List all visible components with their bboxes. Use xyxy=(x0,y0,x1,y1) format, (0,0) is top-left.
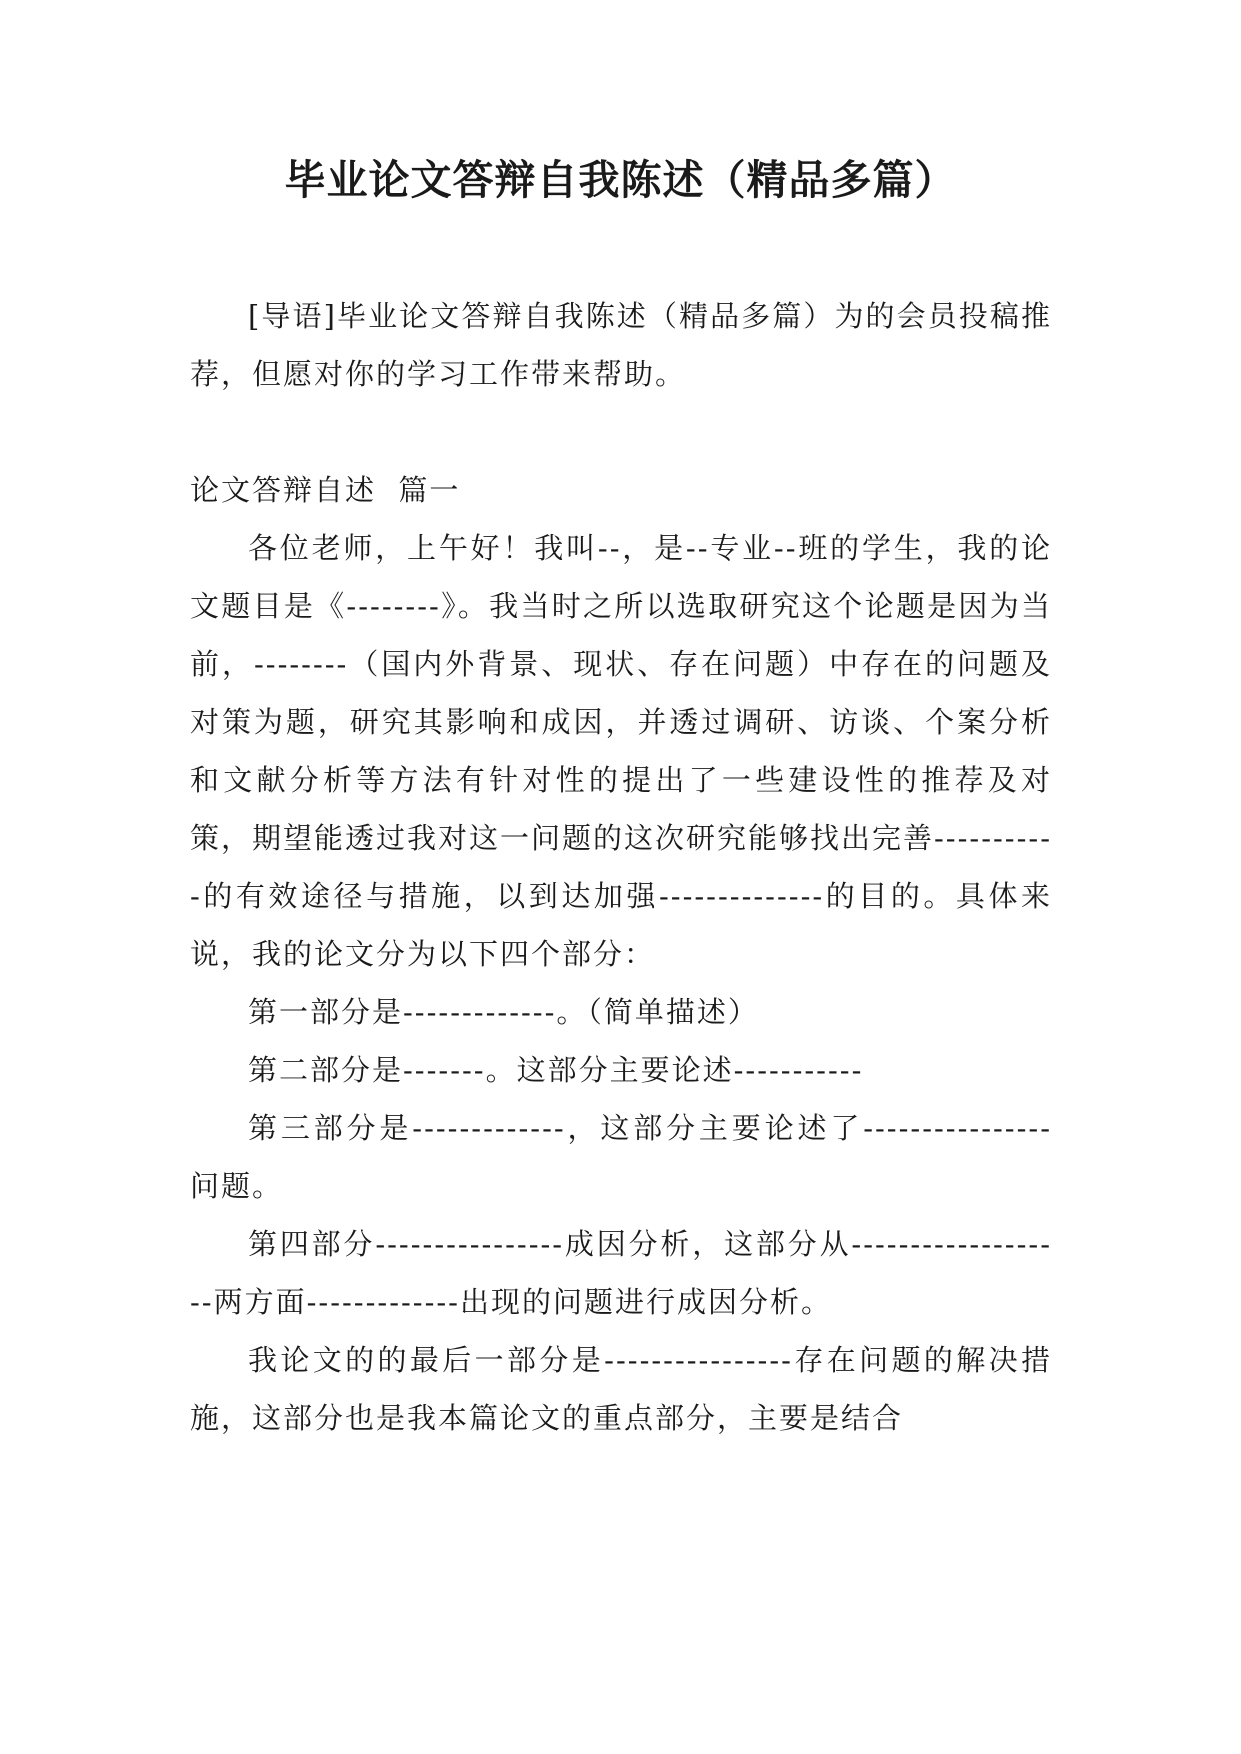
body-paragraph: 第二部分是-------。这部分主要论述----------- xyxy=(248,1053,864,1087)
document-title: 毕业论文答辩自我陈述（精品多篇） xyxy=(284,156,957,204)
body-paragraph: 我论文的的最后一部分是----------------存在问题的解决措施，这部分也是我本篇论文的重点部分，主要是结合 xyxy=(190,1343,1052,1435)
body-paragraph: 第四部分----------------成因分析，这部分从-------------------两方面-------------出现的问题进行成因分析。 xyxy=(190,1227,1052,1319)
document-body xyxy=(190,287,1052,1447)
intro-paragraph: [导语]毕业论文答辩自我陈述（精品多篇）为的会员投稿推荐，但愿对你的学习工作带来帮助。 xyxy=(190,299,1052,391)
body-paragraph: 各位老师，上午好！我叫--，是--专业--班的学生，我的论文题目是《--------》。我当时之所以选取研究这个论题是因为当前，--------（国内外背景、现状、存在问题）中存在的问题及对策为题，研究其影响和成因，并透过调研、访谈、个案分析和文献分析等方法有针对性的提出了一些建设性的推荐及对策，期望能透过我对这一问题的这次研究能够找出完善-----------的有效途径与措施，以到达加强--------------的目的。具体来说，我的论文分为以下四个部分： xyxy=(190,531,1052,971)
section-heading: 论文答辩自述 篇一 xyxy=(190,473,461,507)
body-paragraph: 第一部分是-------------。（简单描述） xyxy=(248,995,759,1029)
blank-line xyxy=(190,403,1052,461)
body-paragraph: 第三部分是-------------，这部分主要论述了----------------问题。 xyxy=(190,1111,1052,1203)
